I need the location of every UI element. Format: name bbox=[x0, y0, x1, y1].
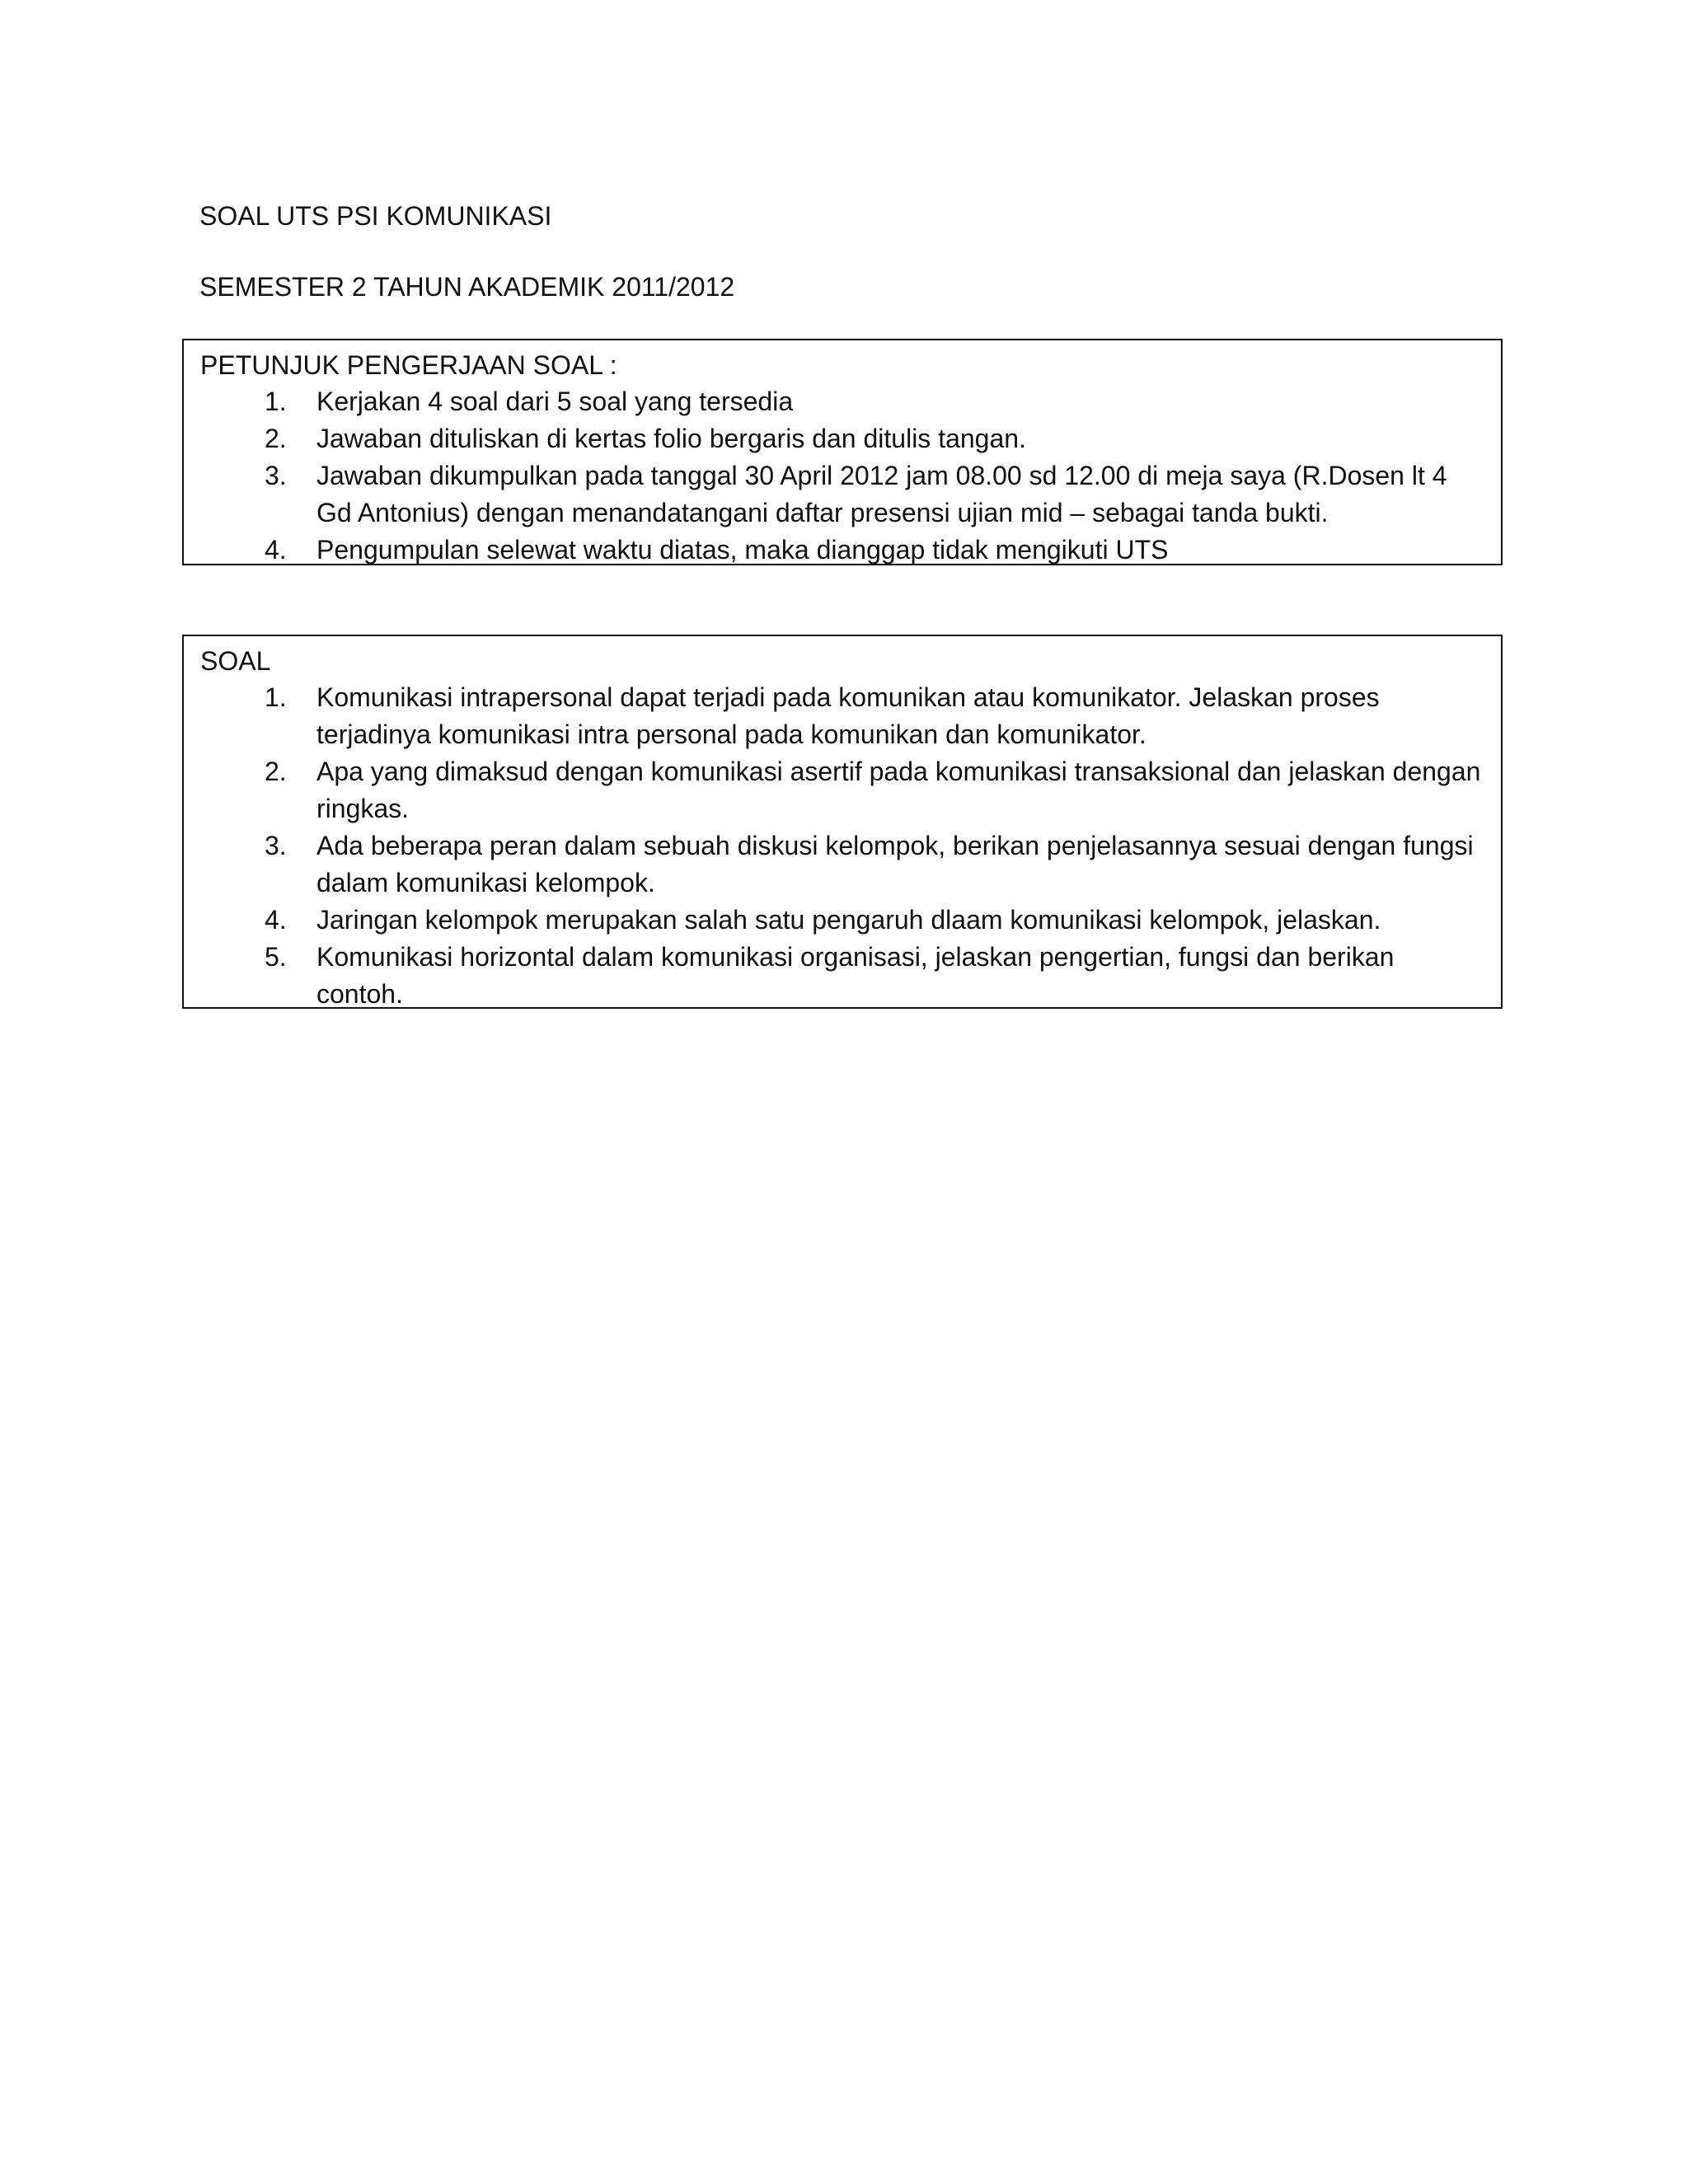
instruction-item bbox=[200, 532, 1484, 569]
document-subtitle: SEMESTER 2 TAHUN AKADEMIK 2011/2012 bbox=[199, 272, 735, 302]
instruction-number: 3. bbox=[265, 461, 287, 490]
questions-list bbox=[200, 679, 1484, 1013]
instruction-number: 2. bbox=[265, 424, 287, 453]
instruction-text: Jawaban dikumpulkan pada tanggal 30 April 2012 jam 08.00 sd 12.00 di meja saya (R.Dosen lt 4 Gd Antonius) dengan menandatangani daftar presensi ujian mid – sebagai tanda bukti. bbox=[316, 461, 1447, 527]
question-number: 2. bbox=[265, 757, 287, 786]
instruction-item bbox=[200, 383, 1484, 420]
instruction-text: Pengumpulan selewat waktu diatas, maka dianggap tidak mengikuti UTS bbox=[316, 535, 1169, 565]
questions-heading: SOAL bbox=[200, 646, 271, 676]
question-item bbox=[200, 753, 1484, 827]
question-text: Komunikasi intrapersonal dapat terjadi pada komunikan atau komunikator. Jelaskan proses terjadinya komunikasi intra personal pada komunikan dan komunikator. bbox=[316, 682, 1380, 749]
instruction-item bbox=[200, 420, 1484, 457]
instructions-box bbox=[182, 339, 1503, 565]
document-title: SOAL UTS PSI KOMUNIKASI bbox=[199, 201, 552, 231]
question-number: 5. bbox=[265, 942, 287, 972]
instruction-number: 1. bbox=[265, 387, 287, 416]
question-number: 4. bbox=[265, 905, 287, 935]
instructions-heading: PETUNJUK PENGERJAAN SOAL : bbox=[200, 350, 617, 380]
question-item bbox=[200, 679, 1484, 753]
question-text: Ada beberapa peran dalam sebuah diskusi kelompok, berikan penjelasannya sesuai dengan fungsi dalam komunikasi kelompok. bbox=[316, 831, 1474, 898]
instruction-item bbox=[200, 457, 1484, 532]
question-text: Komunikasi horizontal dalam komunikasi organisasi, jelaskan pengertian, fungsi dan berikan contoh. bbox=[316, 942, 1395, 1009]
question-number: 1. bbox=[265, 682, 287, 712]
instruction-number: 4. bbox=[265, 535, 287, 565]
question-number: 3. bbox=[265, 831, 287, 860]
instruction-text: Jawaban dituliskan di kertas folio bergaris dan ditulis tangan. bbox=[316, 424, 1026, 453]
question-item bbox=[200, 939, 1484, 1013]
question-text: Jaringan kelompok merupakan salah satu pengaruh dlaam komunikasi kelompok, jelaskan. bbox=[316, 905, 1381, 935]
instruction-text: Kerjakan 4 soal dari 5 soal yang tersedia bbox=[316, 387, 794, 416]
question-item bbox=[200, 902, 1484, 939]
instructions-list bbox=[200, 383, 1484, 569]
question-item bbox=[200, 827, 1484, 902]
question-text: Apa yang dimaksud dengan komunikasi asertif pada komunikasi transaksional dan jelaskan dengan ringkas. bbox=[316, 757, 1481, 823]
questions-box bbox=[182, 635, 1503, 1009]
